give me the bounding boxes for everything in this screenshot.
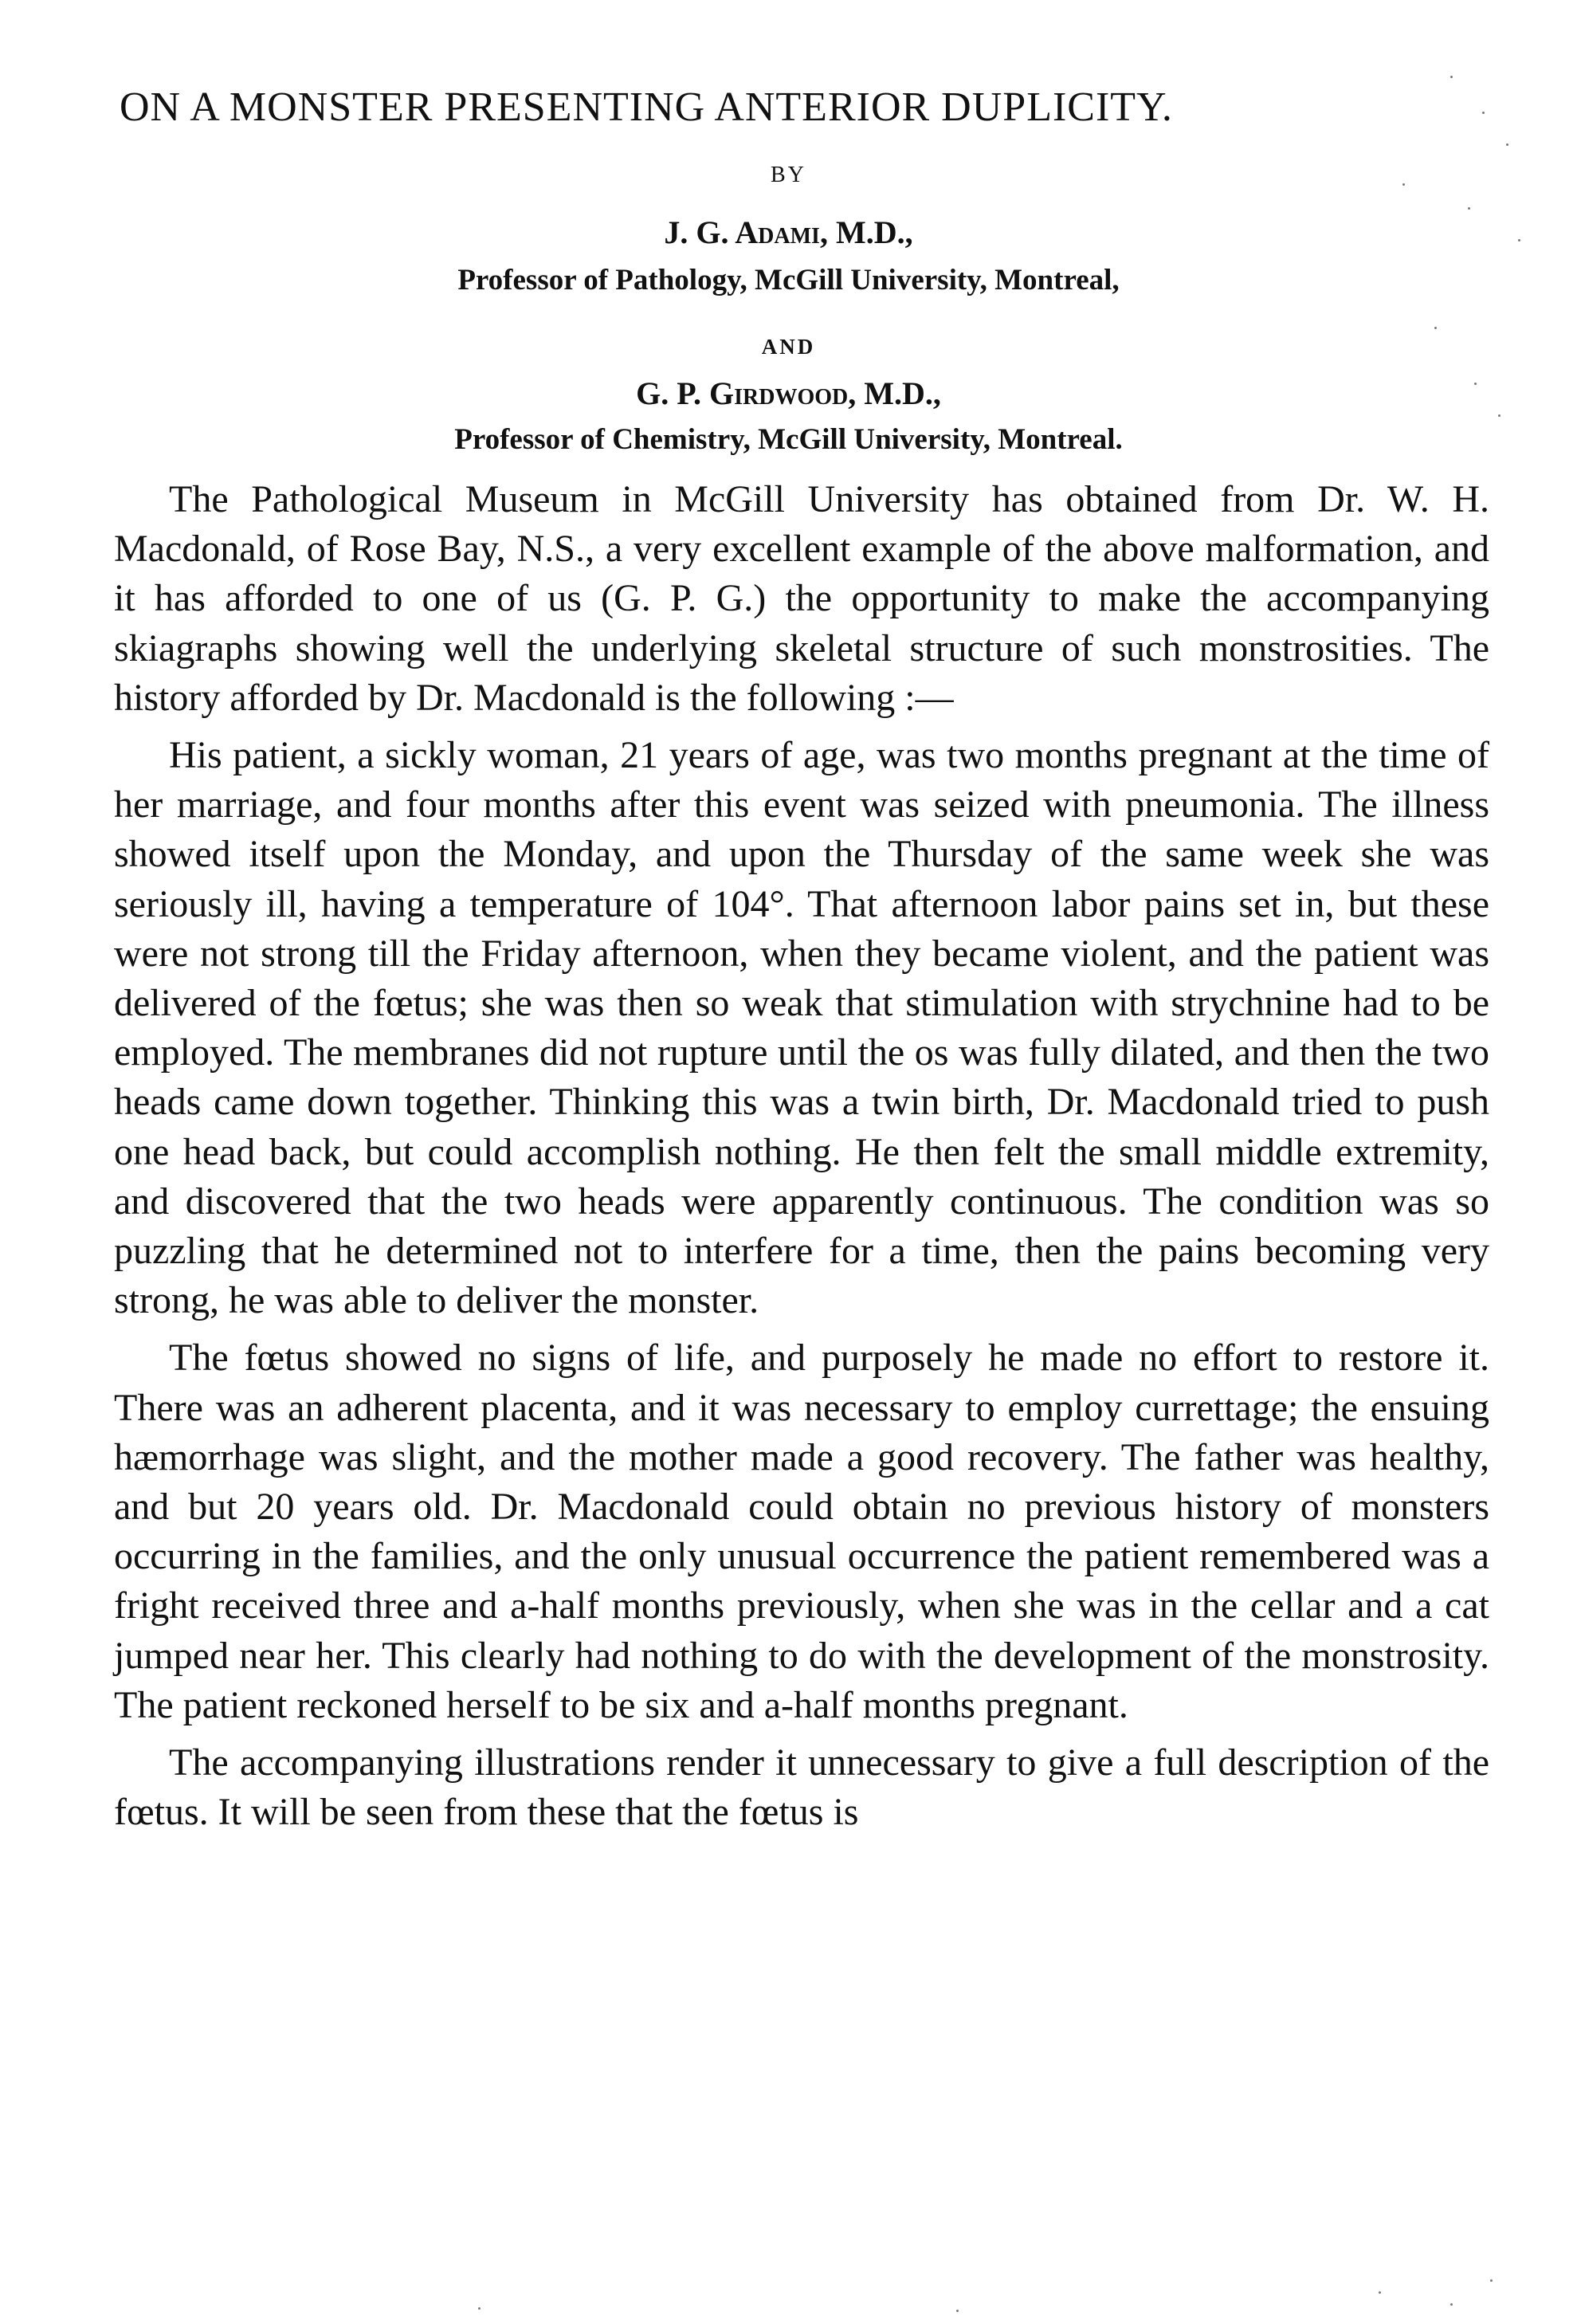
byline-label: BY <box>771 163 806 187</box>
conjunction-label: AND <box>761 335 816 359</box>
author-2-affiliation: Professor of Chemistry, McGill University, Montreal. <box>454 423 1123 456</box>
author-1-name: J. G. Adami, M.D., <box>664 214 913 250</box>
paragraph-outcome: The fœtus showed no signs of life, and purposely he made no effort to restore it. There was an adherent placenta, and it was necessary to employ currettage; the ensuing hæmorrhage was slight, and the mother made a good recovery. The father was healthy, and but 20 years old. Dr. Macdonald could obtain no previous history of monsters occurring in the families, and the only unusual occurrence the patient remembered was a fright received three and a-half months previously, when she was in the cellar and a cat jumped near her. This clearly had nothing to do with the development of the monstrosity. The patient reckoned herself to be six and a-half months pregnant. <box>114 1337 1489 1726</box>
author-1-affiliation: Professor of Pathology, McGill University, Montreal, <box>457 264 1120 296</box>
article-title: ON A MONSTER PRESENTING ANTERIOR DUPLICITY. <box>120 84 1173 130</box>
article-body <box>114 475 1489 1837</box>
paragraph-intro: The Pathological Museum in McGill University has obtained from Dr. W. H. Macdonald, of Rose Bay, N.S., a very excellent example of the above malformation, and it has afforded to one of us (G. P. G.) the opportunity to make the accompanying skiagraphs showing well the underlying skeletal structure of such monstrosities. The history afforded by Dr. Macdonald is the following :— <box>114 478 1489 719</box>
author-2-name: G. P. Girdwood, M.D., <box>636 375 941 411</box>
paragraph-illustrations: The accompanying illustrations render it unnecessary to give a full description of the fœtus. It will be seen from these that the fœtus is <box>114 1741 1489 1834</box>
paragraph-case-history: His patient, a sickly woman, 21 years of age, was two months pregnant at the time of her marriage, and four months after this event was seized with pneumonia. The illness showed itself upon the Monday, and upon the Thursday of the same week she was seriously ill, having a temperature of 104°. That afternoon labor pains set in, but these were not strong till the Friday afternoon, when they became violent, and the patient was delivered of the fœtus; she was then so weak that stimulation with strychnine had to be employed. The membranes did not rupture until the os was fully dilated, and then the two heads came down together. Thinking this was a twin birth, Dr. Macdonald tried to push one head back, but could accomplish nothing. He then felt the small middle extremity, and discovered that the two heads were apparently continuous. The condition was so puzzling that he determined not to interfere for a time, then the pains becoming very strong, he was able to deliver the monster. <box>114 734 1489 1322</box>
